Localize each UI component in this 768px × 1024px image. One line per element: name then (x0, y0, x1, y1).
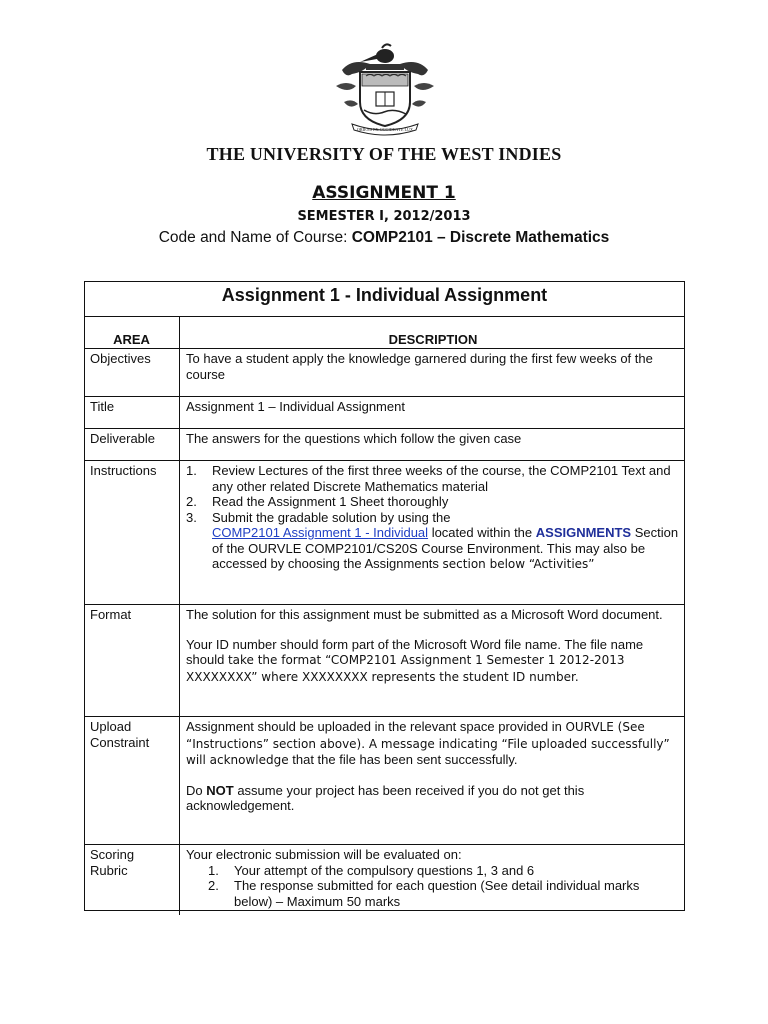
assignments-keyword: ASSIGNMENTS (535, 525, 632, 540)
column-header-area: AREA (84, 317, 180, 349)
area-instructions: Instructions (84, 461, 180, 605)
course-label: Code and Name of Course: (158, 229, 348, 246)
row-title (84, 397, 685, 429)
description-title: Assignment 1 – Individual Assignment (180, 397, 686, 429)
table-title: Assignment 1 - Individual Assignment (221, 285, 548, 305)
upload-paragraph-2: Do NOT assume your project has been received if you do not get this acknowledgement. (186, 782, 585, 813)
row-format (84, 605, 685, 717)
assignment-table (84, 317, 685, 915)
area-upload-constraint: Upload Constraint (84, 717, 180, 845)
list-item: 1. Review Lectures of the first three weeks of the course, the COMP2101 Text and any other related Discrete Mathematics material (186, 463, 671, 494)
university-crest-logo (330, 40, 440, 136)
rubric-intro: Your electronic submission will be evaluated on: (186, 847, 462, 862)
column-header-description: DESCRIPTION (388, 332, 478, 347)
description-upload-constraint (180, 717, 686, 845)
description-scoring-rubric (180, 845, 686, 916)
area-format: Format (84, 605, 180, 717)
course-name: COMP2101 – Discrete Mathematics (351, 229, 610, 246)
area-title: Title (84, 397, 180, 429)
semester-line: SEMESTER I, 2012/2013 (297, 209, 471, 224)
format-paragraph-1: The solution for this assignment must be submitted as a Microsoft Word document. (186, 607, 663, 622)
description-instructions (180, 461, 686, 605)
assignment-title: ASSIGNMENT 1 (312, 183, 456, 203)
description-format (180, 605, 686, 717)
row-objectives (84, 349, 685, 397)
instructions-list (186, 463, 680, 573)
row-instructions (84, 461, 685, 605)
table-header-row (84, 317, 685, 349)
row-upload-constraint (84, 717, 685, 845)
area-objectives: Objectives (84, 349, 180, 397)
format-paragraph-2: Your ID number should form part of the Microsoft Word file name. The file name should take the format “COMP2101 Assignment 1 Semester 1 2012-2013 XXXXXXXX” where XXXXXXXX represents the student ID number. (186, 636, 644, 684)
list-item: 1. Your attempt of the compulsory questions 1, 3 and 6 (208, 862, 535, 878)
list-item: 3. Submit the gradable solution by using the COMP2101 Assignment 1 - Individual located within the ASSIGNMENTS Section of the OURVLE COMP2101/CS20S Course Environment. This may also be accessed by choosing the Assignments section below “Activities” (186, 509, 679, 571)
description-objectives: To have a student apply the knowledge garnered during the first few weeks of the course (180, 349, 686, 397)
list-item: 2. Read the Assignment 1 Sheet thoroughly (186, 494, 449, 509)
row-scoring-rubric (84, 845, 685, 916)
description-deliverable: The answers for the questions which follow the given case (180, 429, 686, 461)
area-scoring-rubric: Scoring Rubric (84, 845, 180, 916)
course-line (0, 229, 768, 247)
svg-text:ORIENS EX OCCIDENTE LUX: ORIENS EX OCCIDENTE LUX (356, 127, 414, 132)
university-name: THE UNIVERSITY OF THE WEST INDIES (206, 144, 562, 164)
upload-paragraph-1: Assignment should be uploaded in the relevant space provided in OURVLE (See “Instructions” section above). A message indicating “File uploaded successfully” will acknowledge that the file has been sent successfully. (186, 719, 670, 767)
assignment-submission-link[interactable]: COMP2101 Assignment 1 - Individual (212, 525, 429, 540)
area-deliverable: Deliverable (84, 429, 180, 461)
list-item: 2. The response submitted for each question (See detail individual marks below) – Maximum 50 marks (208, 878, 640, 909)
not-emphasis: NOT (206, 782, 234, 798)
row-deliverable (84, 429, 685, 461)
rubric-list (186, 863, 680, 910)
